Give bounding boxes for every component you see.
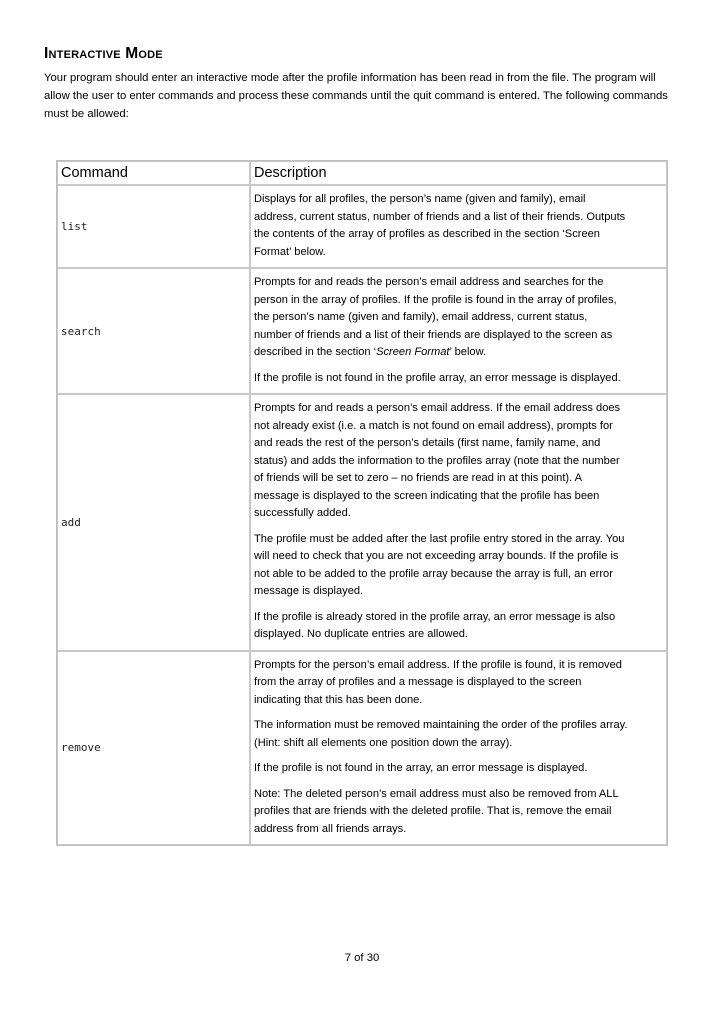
description-cell	[250, 185, 667, 268]
table-row-list	[57, 185, 667, 268]
description-paragraph	[254, 760, 628, 778]
table-header-row	[57, 161, 667, 185]
description-text: Prompts for and reads the person’s email address and searches for the person in the array of profiles. If the profile is found in the array of profiles, the person’s name (given and family), email address, current status, number of friends and a list of their friends are displayed to the screen as described in the section ‘	[254, 276, 617, 358]
page-number: 7 of 30	[344, 952, 380, 964]
command-cell: list	[57, 185, 250, 268]
description-text: If the profile is not found in the array, an error message is displayed.	[254, 762, 588, 774]
description-paragraph	[254, 370, 628, 388]
description-cell	[250, 394, 667, 651]
description-paragraph	[254, 531, 628, 601]
command-cell: remove	[57, 651, 250, 846]
description-paragraph	[254, 274, 628, 362]
description-text: The profile must be added after the last profile entry stored in the array. You will need to check that you are not exceeding array bounds. If the profile is not able to be added to the profile array because the array is full, an error message is displayed.	[254, 532, 625, 597]
description-paragraph	[254, 191, 628, 261]
description-column-header: Description	[250, 161, 667, 185]
description-paragraph	[254, 609, 628, 644]
intro-paragraph: Your program should enter an interactive mode after the profile information has been read in from the file. The program will allow the user to enter commands and process these commands until the quit command is entered. The following commands must be allowed:	[44, 72, 668, 120]
description-text: Prompts for the person’s email address. If the profile is found, it is removed from the array of profiles and a message is displayed to the screen indicating that this has been done.	[254, 658, 622, 706]
description-text: If the profile is not found in the profile array, an error message is displayed.	[254, 371, 621, 384]
command-cell: search	[57, 268, 250, 394]
description-text: ’ below.	[449, 346, 487, 358]
commands-table	[56, 160, 668, 846]
description-text: The information must be removed maintaining the order of the profiles array. (Hint: shift all elements one position down the array).	[254, 719, 628, 749]
description-paragraph	[254, 786, 628, 839]
table-row-add	[57, 394, 667, 651]
command-column-header: Command	[57, 161, 250, 185]
emphasis-text: Screen Format	[376, 346, 450, 358]
description-paragraph	[254, 657, 628, 710]
description-paragraph	[254, 400, 628, 523]
description-text: Prompts for and reads a person’s email address. If the email address does not already exist (i.e. a match is not found on email address), prompts for and reads the rest of the person’s details (first name, family name, and status) and adds the information to the profiles array (note that the number of friends will be set to zero – no friends are read in at this point). A message is displayed to the screen indicating that the profile has been successfully added.	[254, 402, 621, 519]
command-cell: add	[57, 394, 250, 651]
description-text: Displays for all profiles, the person’s name (given and family), email address, current status, number of friends and a list of their friends. Outputs the contents of the array of profiles as described in the section ‘Screen Format’ below.	[254, 193, 626, 258]
table-row-remove	[57, 651, 667, 846]
commands-table-body	[57, 185, 667, 845]
table-row-search	[57, 268, 667, 394]
description-paragraph	[254, 717, 628, 752]
description-text: Note: The deleted person’s email address must also be removed from ALL profiles that are friends with the deleted profile. That is, remove the email address from all friends arrays.	[254, 787, 619, 835]
section-heading: Interactive Mode	[44, 45, 163, 62]
description-cell	[250, 651, 667, 846]
description-text: If the profile is already stored in the profile array, an error message is also displayed. No duplicate entries are allowed.	[254, 610, 616, 640]
description-cell	[250, 268, 667, 394]
